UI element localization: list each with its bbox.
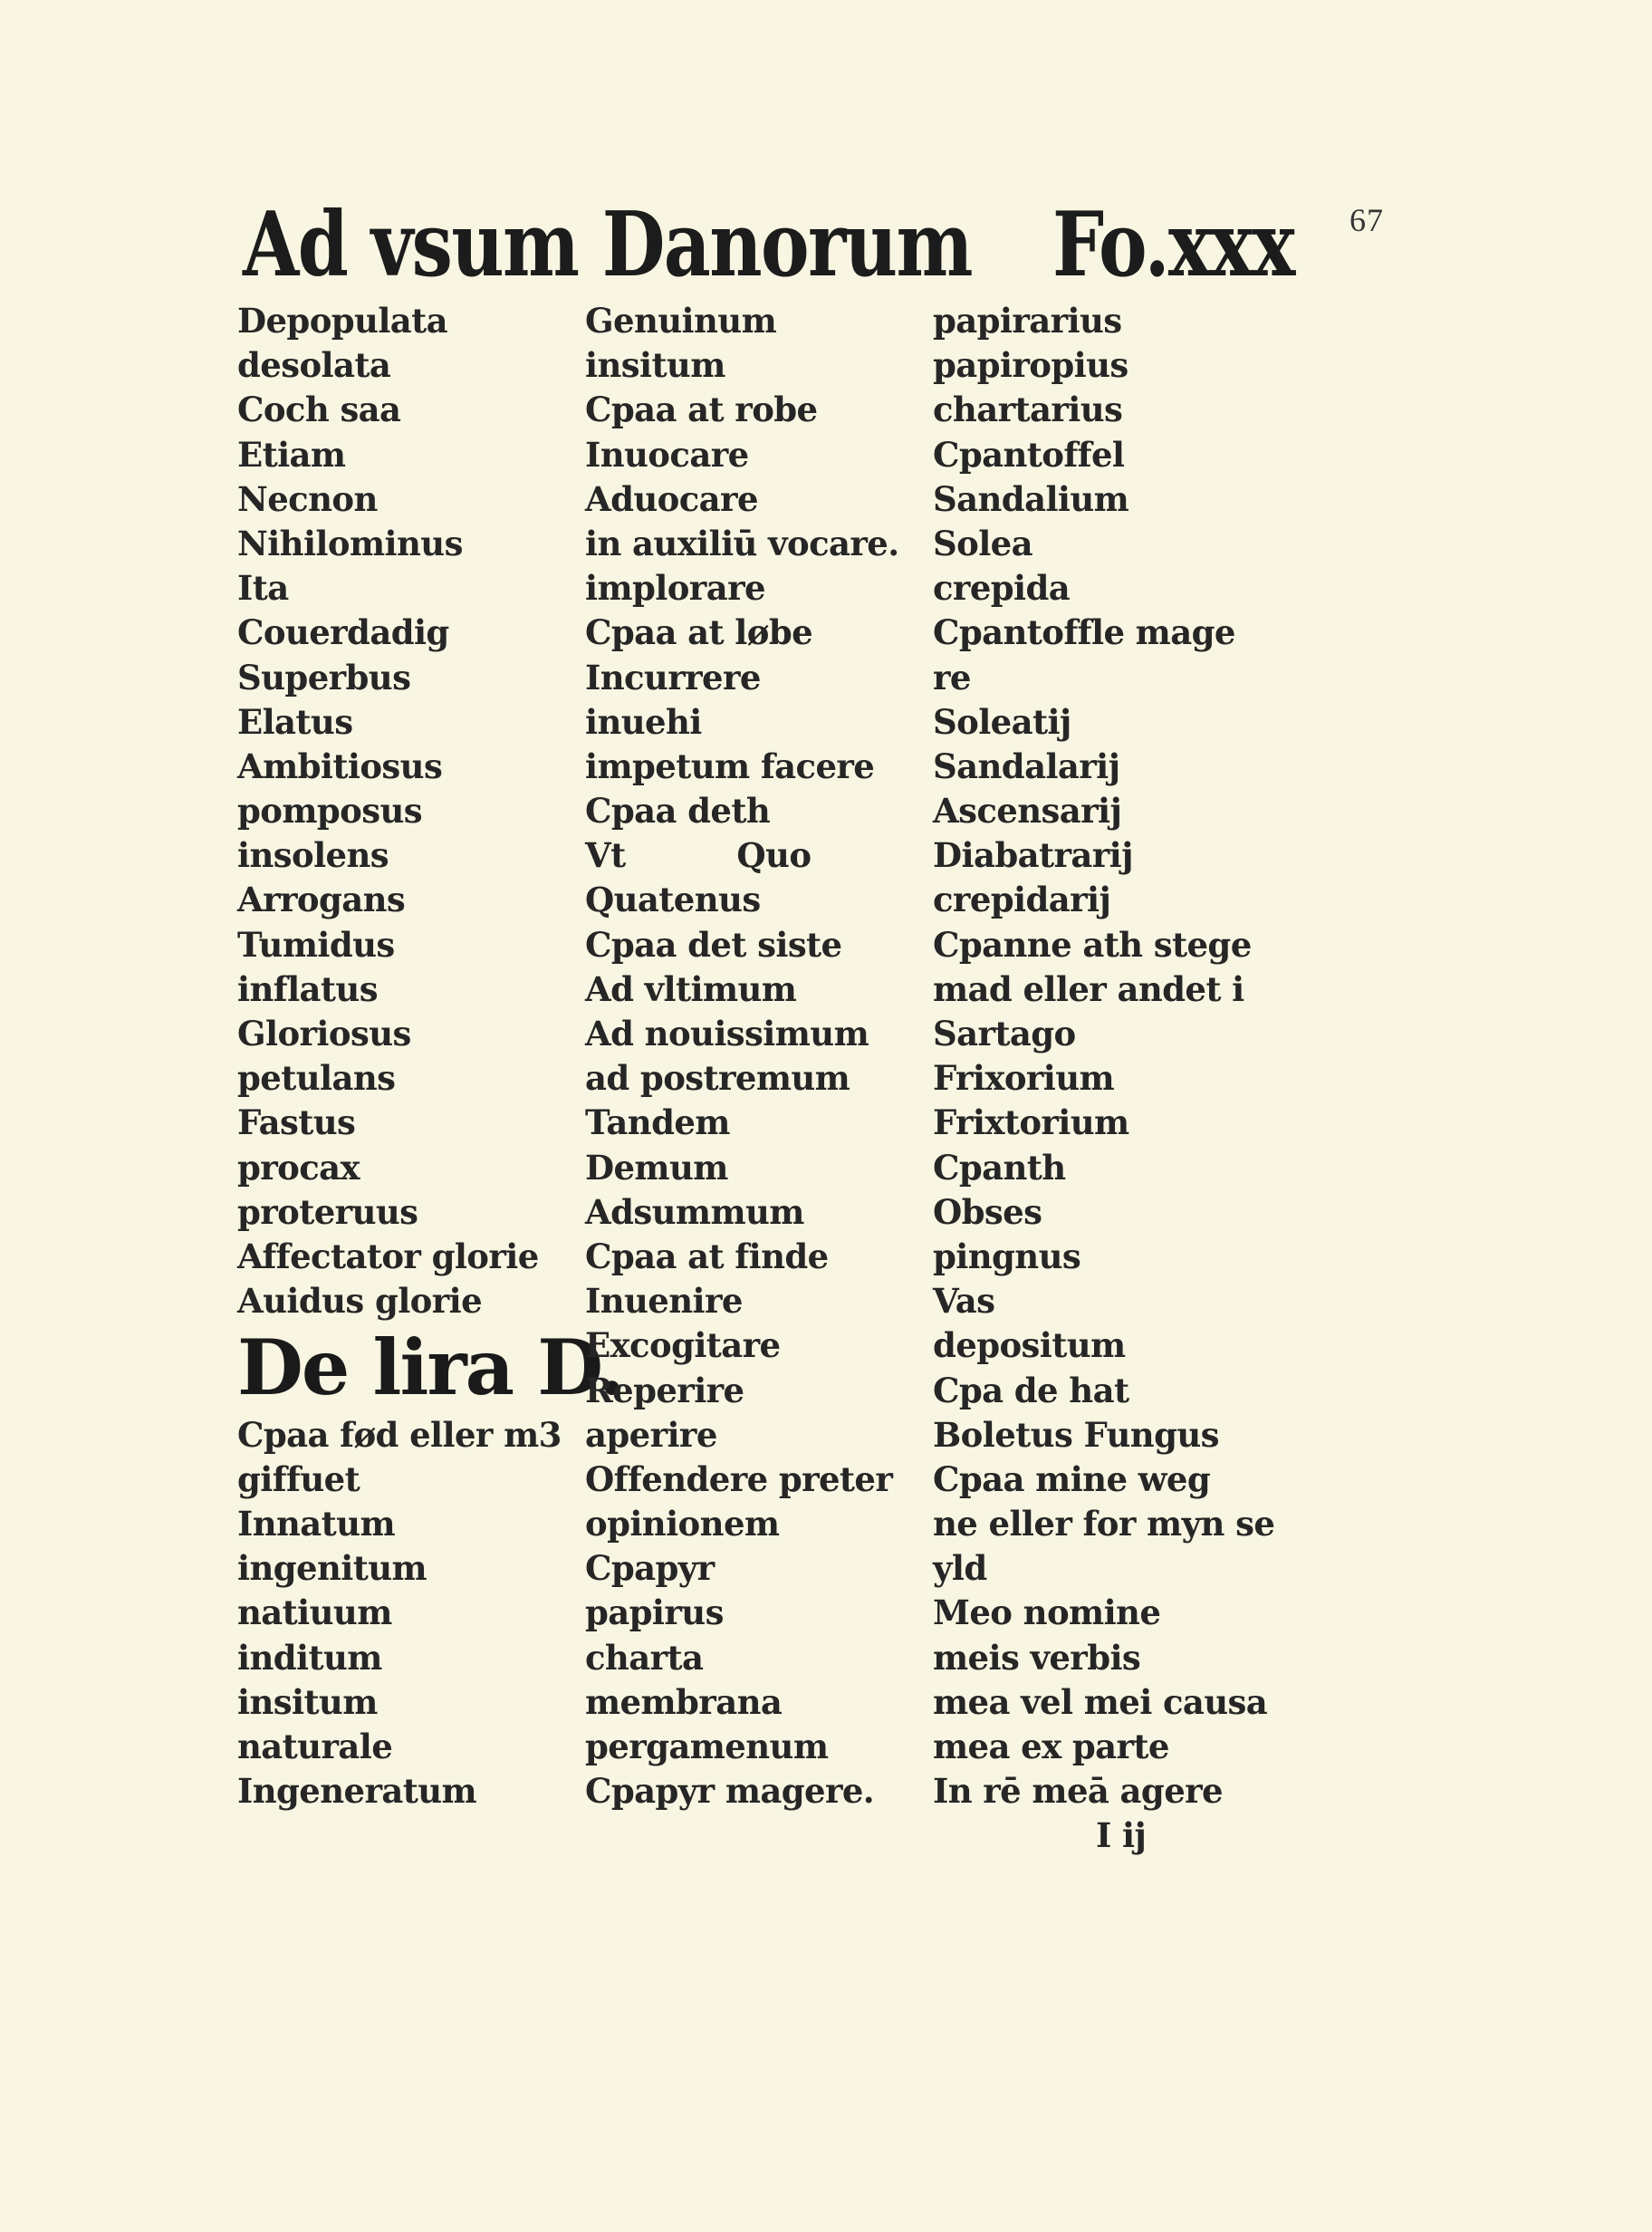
text-line: Coch saa [237,390,401,430]
text-line: meis verbis [933,1637,1141,1678]
text-line: Incurrere [585,657,761,698]
text-line: insolens [237,835,389,876]
text-line: mad eller andet i [933,968,1244,1009]
text-line: Cpaa mine weg [933,1458,1211,1499]
section-heading: De lira D. [237,1323,624,1413]
text-line: Tandem [585,1102,730,1143]
text-line: Genuinum [585,301,777,341]
text-line: Obses [933,1191,1042,1232]
text-line: naturale [237,1727,393,1767]
column-left [237,299,624,1814]
text-line: Soleatij [933,701,1071,742]
text-line: Innatum [237,1504,396,1544]
text-line: Cpaa at finde [585,1236,829,1276]
text-line: papiropius [933,345,1129,386]
page-number: 67 [1349,202,1384,238]
text-line: Demum [585,1147,728,1188]
text-line: papirarius [933,301,1122,341]
text-line: desolata [237,345,391,386]
text-line: Meo nomine [933,1592,1161,1633]
text-line: insitum [237,1681,378,1722]
text-line: mea vel mei causa [933,1681,1268,1722]
text-line: Fastus [237,1102,356,1143]
text-line: chartarius [933,390,1123,430]
text-line: crepida [933,568,1071,609]
text-line: proteruus [237,1191,418,1232]
text-line: Depopulata [237,301,448,341]
text-line: Cpapyr [585,1548,715,1589]
running-title: Ad vsum Danorum [243,193,972,297]
text-line: Adsummum [585,1191,804,1232]
text-line: depositum [933,1325,1126,1366]
text-line: Elatus [237,701,353,742]
text-line: Ingeneratum [237,1771,477,1812]
column-middle [585,299,938,1814]
text-line: Auidus glorie [237,1281,483,1322]
text-line: ingenitum [237,1548,427,1589]
text-line: Cpaa at løbe [585,612,813,653]
text-line: insitum [585,345,725,386]
text-line: Cpapyr magere. [585,1771,875,1812]
text-line: Ascensarij [933,791,1122,832]
text-line: Reperire [585,1370,744,1410]
text-line: Arrogans [237,880,406,920]
text-line: Gloriosus [237,1014,411,1053]
text-line: Tumidus [237,924,395,965]
text-line: Sandalarij [933,746,1120,786]
text-line: Cpa de hat [933,1370,1129,1410]
text-line: Boletus Fungus [933,1414,1219,1455]
text-line: Ambitiosus [237,746,443,786]
text-line: Frixtorium [933,1102,1129,1143]
text-line: In rē meā agere [933,1771,1223,1812]
text-line: Cpaa fød eller m3 [237,1414,562,1455]
column-right [933,299,1295,1859]
text-line: implorare [585,568,765,609]
text-line: inuehi [585,701,702,742]
text-line: Cpantoffel [933,434,1125,475]
text-line: Solea [933,523,1032,563]
text-line: pomposus [237,791,423,832]
folio-number: Fo.xxx [1052,193,1294,297]
text-line: mea ex parte [933,1727,1169,1766]
text-line: papirus [585,1592,724,1633]
text-line: procax [237,1147,360,1188]
text-line: Offendere preter [585,1458,893,1499]
text-line: Ad vltimum [585,968,797,1009]
text-line: aperire [585,1414,717,1455]
text-line: Nihilominus [237,523,463,563]
text-line: Cpaa deth [585,791,771,832]
text-line: opinionem [585,1504,780,1544]
text-line: petulans [237,1058,396,1099]
text-line: Affectator glorie [237,1236,539,1276]
text-line: Sartago [933,1014,1076,1053]
text-line: impetum facere [585,746,875,786]
text-line: membrana [585,1681,783,1722]
text-line: Quatenus [585,880,761,920]
text-line: Inuenire [585,1281,743,1322]
text-line: Sandalium [933,478,1129,519]
text-line: Inuocare [585,434,749,475]
text-line: crepidarij [933,880,1111,920]
text-line: Ad nouissimum [585,1014,869,1053]
text-line: Cpaa det siste [585,924,842,965]
text-line: Vt Quo [585,835,812,876]
text-line: in auxiliū vocare. [585,523,899,563]
text-line: yld [933,1548,987,1589]
text-line: giffuet [237,1458,360,1499]
text-line: Necnon [237,478,378,519]
text-line: Cpaa at robe [585,390,818,430]
text-line: Ita [237,568,289,609]
text-line: Diabatrarij [933,835,1133,876]
text-line: Aduocare [585,478,758,519]
text-line: pingnus [933,1236,1081,1276]
text-line: natiuum [237,1592,392,1633]
text-line: charta [585,1637,704,1678]
text-line: re [933,657,971,698]
text-line: Vas [933,1281,995,1322]
text-line: Cpanne ath stege [933,924,1252,965]
text-line: Superbus [237,657,411,698]
signature-mark: I ij [1096,1815,1147,1856]
text-line: Etiam [237,434,346,475]
text-line: Couerdadig [237,612,449,653]
text-line: pergamenum [585,1727,829,1766]
text-line: Frixorium [933,1058,1115,1099]
text-line: inditum [237,1637,382,1678]
text-line: ne eller for myn se [933,1504,1275,1544]
text-line: ad postremum [585,1058,850,1099]
text-line: inflatus [237,968,378,1009]
text-line: Cpanth [933,1147,1066,1188]
text-line: Excogitare [585,1325,781,1366]
text-line: Cpantoffle mage [933,612,1235,653]
